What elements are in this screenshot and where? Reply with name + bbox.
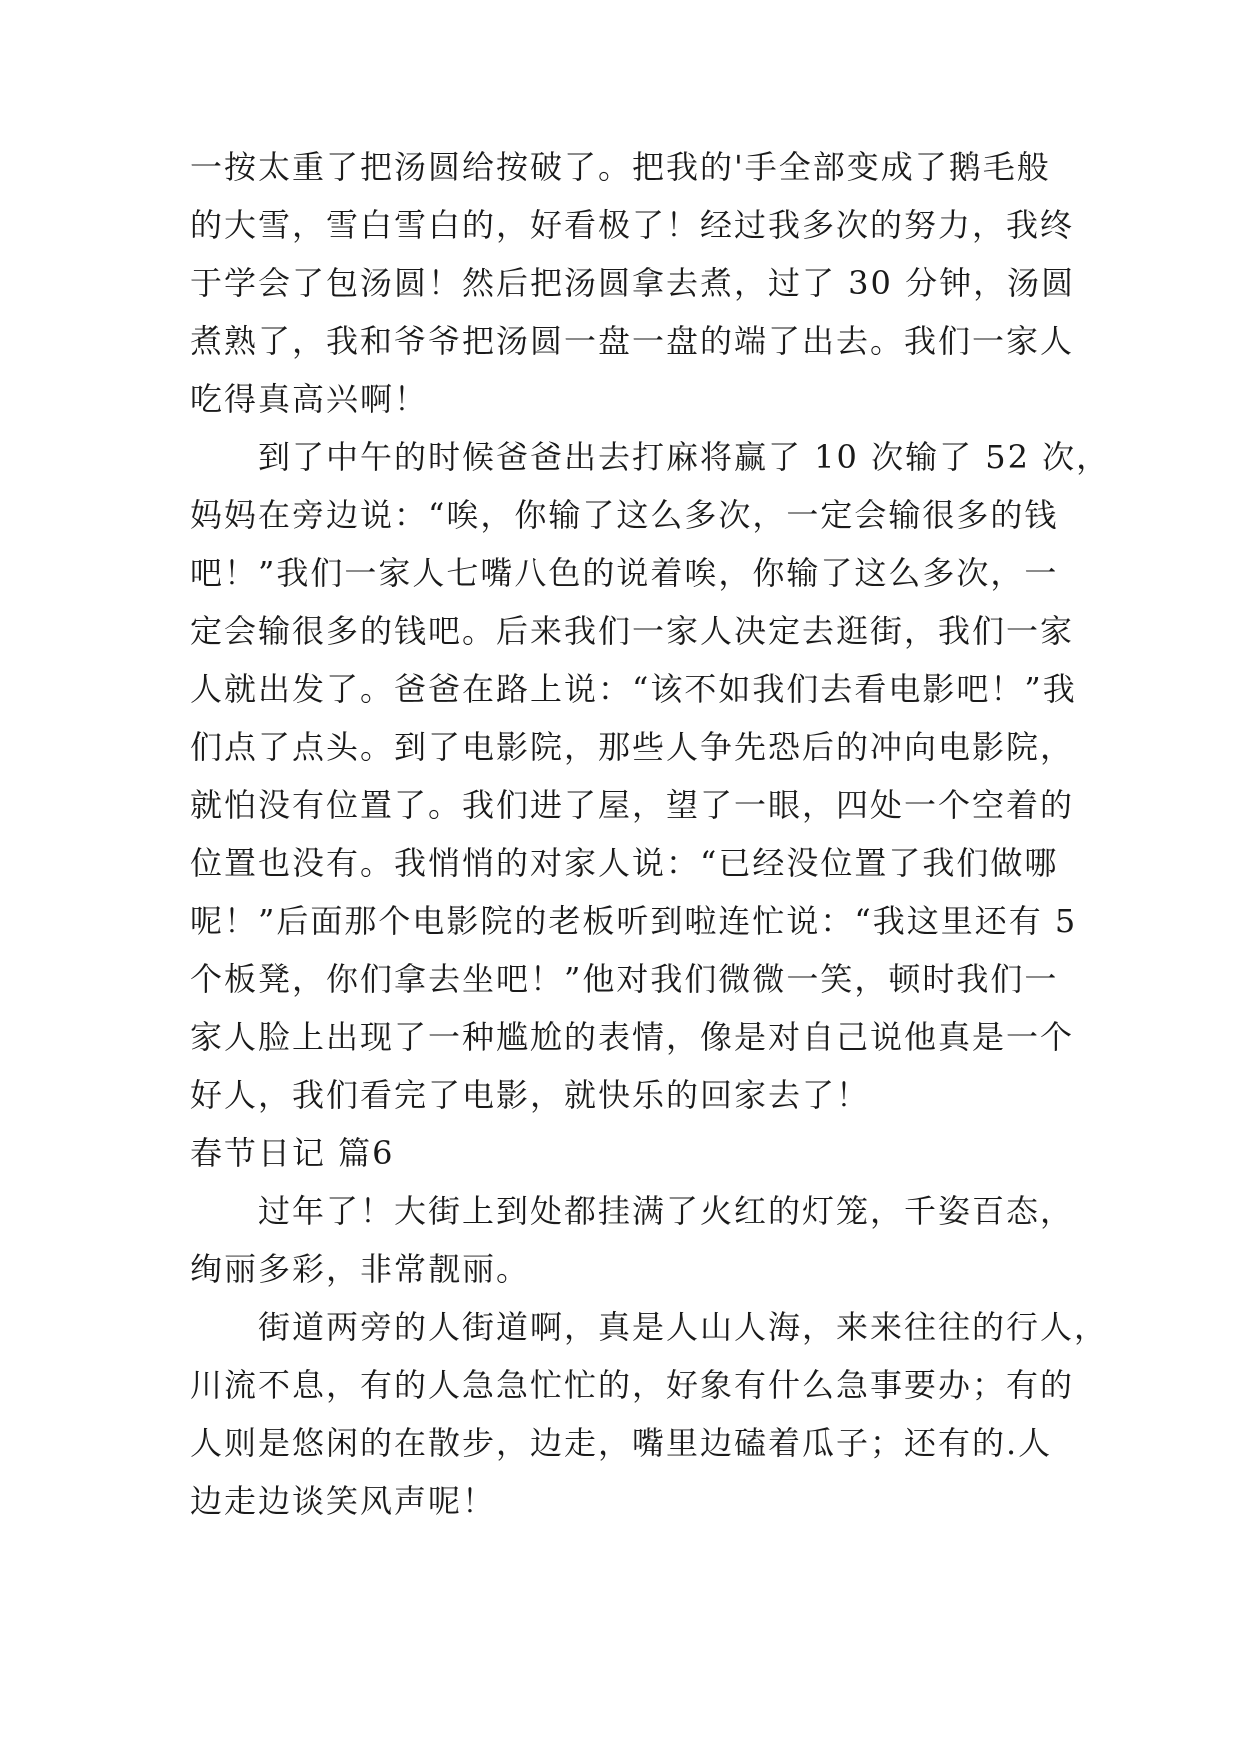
paragraph-1-line-4: 煮熟了，我和爷爷把汤圆一盘一盘的端了出去。我们一家人 — [190, 322, 1075, 360]
paragraph-2-line-12: 好人，我们看完了电影，就快乐的回家去了！ — [190, 1076, 871, 1114]
section-paragraph-1-line-1: 过年了！大街上到处都挂满了火红的灯笼，千姿百态， — [258, 1192, 1075, 1230]
paragraph-2-line-8: 位置也没有。我悄悄的对家人说：“已经没位置了我们做哪 — [190, 844, 1059, 882]
paragraph-2-line-11: 家人脸上出现了一种尴尬的表情，像是对自己说他真是一个 — [190, 1018, 1075, 1056]
section-paragraph-2-line-2: 川流不息，有的人急急忙忙的，好象有什么急事要办；有的 — [190, 1366, 1075, 1404]
paragraph-2-line-7: 就怕没有位置了。我们进了屋，望了一眼，四处一个空着的 — [190, 786, 1075, 824]
section-paragraph-1-line-2: 绚丽多彩，非常靓丽。 — [190, 1250, 531, 1288]
paragraph-2-line-10: 个板凳，你们拿去坐吧！”他对我们微微一笑，顿时我们一 — [190, 960, 1059, 998]
section-heading: 春节日记 篇6 — [190, 1134, 395, 1172]
paragraph-2-line-6: 们点了点头。到了电影院，那些人争先恐后的冲向电影院， — [190, 728, 1075, 766]
paragraph-2-line-2: 妈妈在旁边说：“唉，你输了这么多次，一定会输很多的钱 — [190, 496, 1059, 534]
section-paragraph-2-line-1: 街道两旁的人街道啊，真是人山人海，来来往往的行人， — [258, 1308, 1109, 1346]
section-paragraph-2-line-4: 边走边谈笑风声呢！ — [190, 1482, 497, 1520]
paragraph-2-line-5: 人就出发了。爸爸在路上说：“该不如我们去看电影吧！”我 — [190, 670, 1077, 708]
paragraph-1-line-3: 于学会了包汤圆！然后把汤圆拿去煮，过了 30 分钟，汤圆 — [190, 264, 1076, 302]
paragraph-2-line-4: 定会输很多的钱吧。后来我们一家人决定去逛街，我们一家 — [190, 612, 1075, 650]
paragraph-1-line-1: 一按太重了把汤圆给按破了。把我的'手全部变成了鹅毛般 — [190, 148, 1051, 186]
paragraph-2-line-3: 吧！”我们一家人七嘴八色的说着唉，你输了这么多次，一 — [190, 554, 1059, 592]
paragraph-1-line-2: 的大雪，雪白雪白的，好看极了！经过我多次的努力，我终 — [190, 206, 1075, 244]
section-paragraph-2-line-3: 人则是悠闲的在散步，边走，嘴里边磕着瓜子；还有的.人 — [190, 1424, 1053, 1462]
paragraph-1-line-5: 吃得真高兴啊！ — [190, 380, 429, 418]
paragraph-2-line-1: 到了中午的时候爸爸出去打麻将赢了 10 次输了 52 次， — [258, 438, 1111, 476]
paragraph-2-line-9: 呢！”后面那个电影院的老板听到啦连忙说：“我这里还有 5 — [190, 902, 1078, 940]
